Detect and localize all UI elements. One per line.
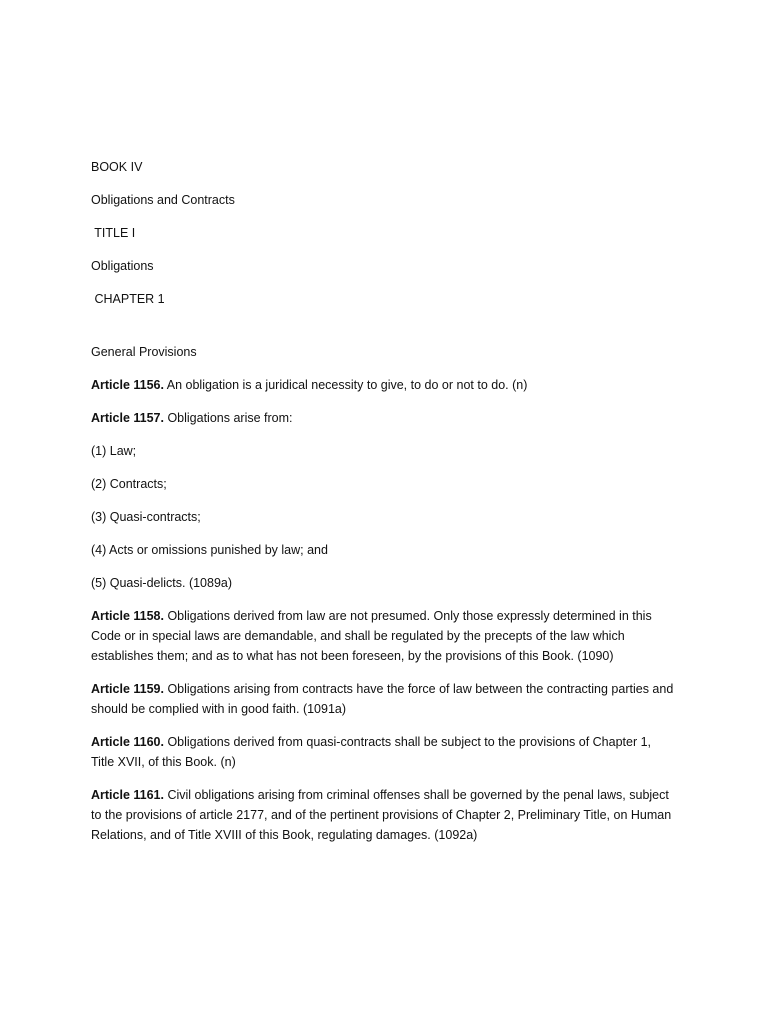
article-1157 [91,408,676,428]
article-label: Article 1157. [91,411,164,425]
article-text: Obligations arise from: [163,411,293,425]
chapter-name: General Provisions [91,345,197,359]
source-item: (5) Quasi-delicts. (1089a) [91,576,233,590]
book-heading: BOOK IV [91,160,143,174]
article-label: Article 1161. [91,788,164,802]
article-1159 [91,679,676,719]
article-1161 [91,785,676,845]
article-text: Obligations derived from quasi-contracts shall be subject to the provisions of Chapter 1, Title XVII, of this Book. (n) [91,735,652,769]
article-1156 [91,375,676,395]
article-text: Obligations derived from law are not presumed. Only those expressly determined in this Code or in special laws are demandable, and shall be regulated by the precepts of the law which establishes them; and as to what has not been foreseen, by the provisions of this Book. (1090) [91,609,652,663]
article-label: Article 1158. [91,609,164,623]
chapter-heading: CHAPTER 1 [91,292,165,306]
article-text: Civil obligations arising from criminal offenses shall be governed by the penal laws, subject to the provisions of article 2177, and of the pertinent provisions of Chapter 2, Preliminary Title, on Human Relations, and of Title XVIII of this Book, regulating damages. (1092a) [91,788,672,842]
document-body [91,157,676,858]
article-1158 [91,606,676,666]
book-title: Obligations and Contracts [91,193,235,207]
article-label: Article 1160. [91,735,164,749]
title-name: Obligations [91,259,154,273]
source-item: (4) Acts or omissions punished by law; and [91,543,328,557]
article-text: Obligations arising from contracts have the force of law between the contracting parties and should be complied with in good faith. (1091a) [91,682,674,716]
article-label: Article 1156. [91,378,164,392]
article-label: Article 1159. [91,682,164,696]
source-item: (3) Quasi-contracts; [91,510,201,524]
source-item: (2) Contracts; [91,477,167,491]
article-1160 [91,732,676,772]
title-heading: TITLE I [91,226,136,240]
source-item: (1) Law; [91,444,137,458]
article-text: An obligation is a juridical necessity to give, to do or not to do. (n) [163,378,528,392]
